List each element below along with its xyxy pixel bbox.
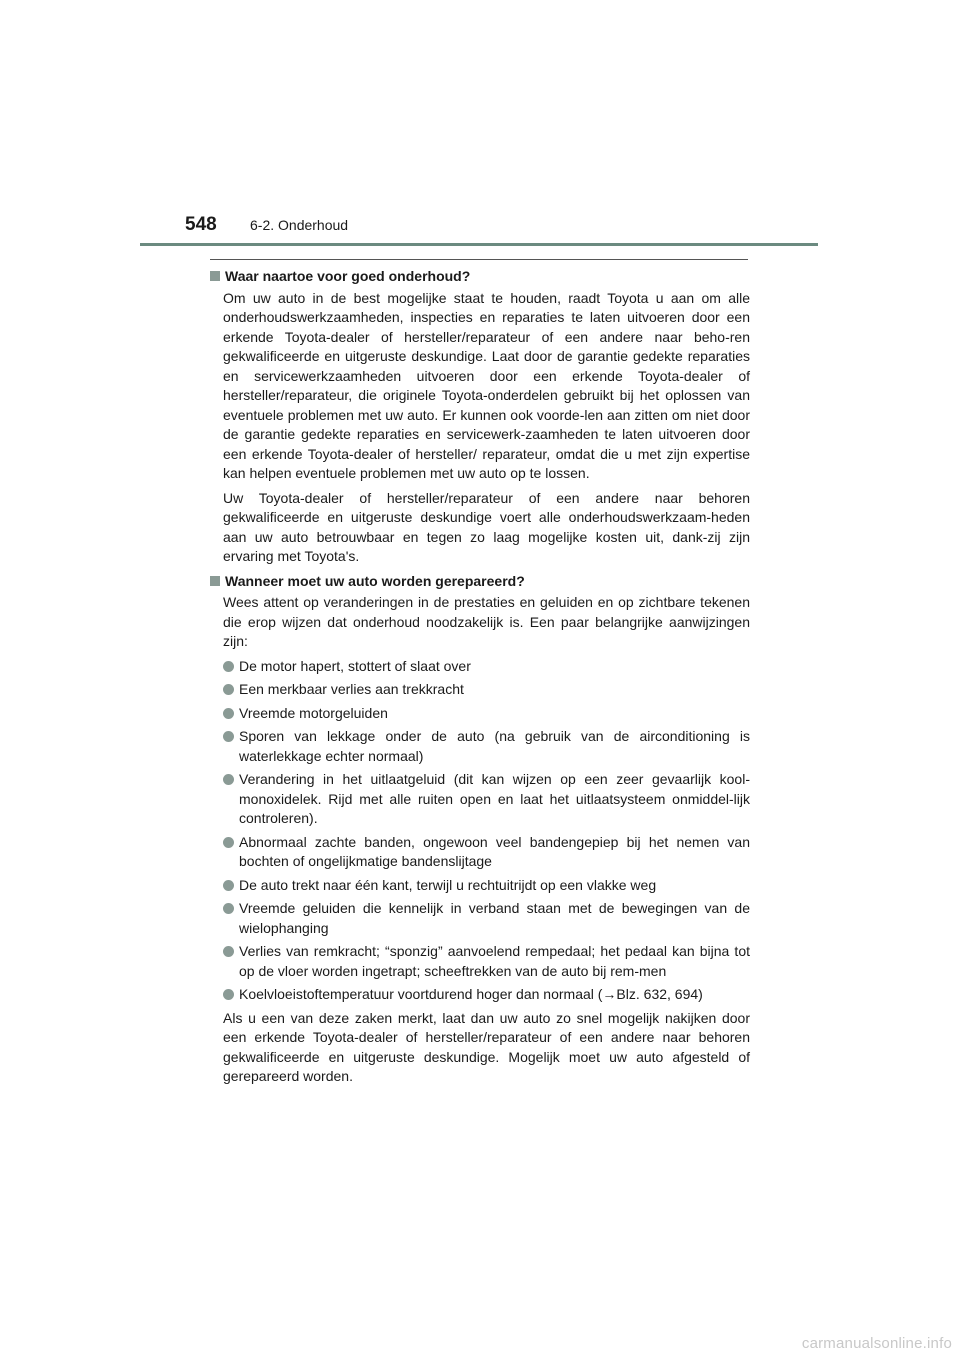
paragraph: Wees attent op veranderingen in de prestaties en geluiden en op zichtbare tekenen die erop wijzen dat onderhoud noodzakelijk is. Een paar belangrijke aanwijzingen zijn: xyxy=(223,594,750,649)
list-item xyxy=(223,680,750,700)
list-item-text: Verlies van remkracht; “sponzig” aanvoelend rempedaal; het pedaal kan bijna tot op de vloer worden ingetrapt; scheeftrekken van de auto bij rem-men xyxy=(239,943,750,979)
circle-bullet-icon xyxy=(223,989,234,1000)
main-content xyxy=(210,263,750,1092)
circle-bullet-icon xyxy=(223,661,234,672)
list-item xyxy=(223,942,750,981)
list-item-text: De motor hapert, stottert of slaat over xyxy=(239,657,471,674)
list-item xyxy=(223,833,750,872)
list-item-text: Koelvloeistoftemperatuur voortdurend hoger dan normaal (→Blz. 632, 694) xyxy=(239,986,703,1002)
list-item xyxy=(223,657,750,677)
watermark: carmanualsonline.info xyxy=(801,1335,952,1352)
circle-bullet-icon xyxy=(223,946,234,957)
circle-bullet-icon xyxy=(223,903,234,914)
list-item-text: Vreemde motorgeluiden xyxy=(239,704,388,721)
paragraph: Uw Toyota-dealer of hersteller/reparateur of een andere naar behoren gekwalificeerde en uitgeruste deskundige voert alle onderhoudswerkzaam-heden aan uw auto betrouwbaar en tegen zo laag mogelijke kosten uit, dank-zij zijn ervaring met Toyota's. xyxy=(223,489,750,564)
list-item-text: Een merkbaar verlies aan trekkracht xyxy=(239,681,464,697)
circle-bullet-icon xyxy=(223,774,234,785)
list-item-text: Verandering in het uitlaatgeluid (dit kan wijzen op een zeer gevaarlijk kool-monoxidelek. Rijd met alle ruiten open en laat het uitlaatsysteem onmiddel-lijk controleren). xyxy=(239,771,750,826)
list-item-text: Sporen van lekkage onder de auto (na gebruik van de airconditioning is waterlekkage echter normaal) xyxy=(239,728,750,764)
list-item xyxy=(223,899,750,938)
list-item xyxy=(223,704,750,724)
list-item xyxy=(223,876,750,896)
paragraph: Als u een van deze zaken merkt, laat dan uw auto zo snel mogelijk nakijken door een erkende Toyota-dealer of hersteller/reparateur of een andere naar behoren gekwalificeerde en uitgeruste deskundige. Mogelijk moet uw auto afgesteld of gerepareerd worden. xyxy=(223,1009,750,1084)
list-item xyxy=(223,770,750,829)
circle-bullet-icon xyxy=(223,731,234,742)
square-bullet-icon xyxy=(210,576,220,586)
section-heading xyxy=(210,267,750,287)
section-heading-text: Wanneer moet uw auto worden gerepareerd? xyxy=(225,572,525,589)
page-header xyxy=(185,214,348,244)
circle-bullet-icon xyxy=(223,880,234,891)
circle-bullet-icon xyxy=(223,837,234,848)
list-item-text: De auto trekt naar één kant, terwijl u rechtuitrijdt op een vlakke weg xyxy=(239,876,657,893)
circle-bullet-icon xyxy=(223,708,234,719)
paragraph: Om uw auto in de best mogelijke staat te houden, raadt Toyota u aan om alle onderhoudswerkzaamheden, inspecties en reparaties te laten uitvoeren door een erkende Toyota-dealer of hersteller/reparateur of een andere naar beho-ren gekwalificeerde en uitgeruste deskundige. Laat door de garantie gedekte reparaties en servicewerkzaamheden uitvoeren door een erkende Toyota-dealer of hersteller/reparateur, die originele Toyota-onderdelen gebruikt bij het oplossen van eventuele problemen met uw auto. Er kunnen ook voorde-len aan zitten om niet door de garantie gedekte reparaties en servicewerk-zaamheden te laten uitvoeren door een erkende Toyota-dealer of hersteller/ reparateur, omdat die u met zijn expertise kan helpen eventuele problemen met uw auto op te lossen. xyxy=(223,289,750,481)
section-heading xyxy=(210,572,750,592)
list-item xyxy=(223,727,750,766)
page-number: 548 xyxy=(185,214,217,235)
list-item-text: Abnormaal zachte banden, ongewoon veel bandengepiep bij het nemen van bochten of ongelijkmatige bandenslijtage xyxy=(239,833,750,869)
square-bullet-icon xyxy=(210,271,220,281)
circle-bullet-icon xyxy=(223,684,234,695)
section-heading-text: Waar naartoe voor goed onderhoud? xyxy=(225,268,471,284)
content-top-rule xyxy=(210,259,748,260)
list-item xyxy=(223,985,750,1005)
list-item-text: Vreemde geluiden die kennelijk in verband staan met de bewegingen van de wielophanging xyxy=(239,900,750,936)
symptom-list xyxy=(223,657,750,1005)
section-title: 6-2. Onderhoud xyxy=(250,217,349,233)
header-rule xyxy=(140,243,818,246)
